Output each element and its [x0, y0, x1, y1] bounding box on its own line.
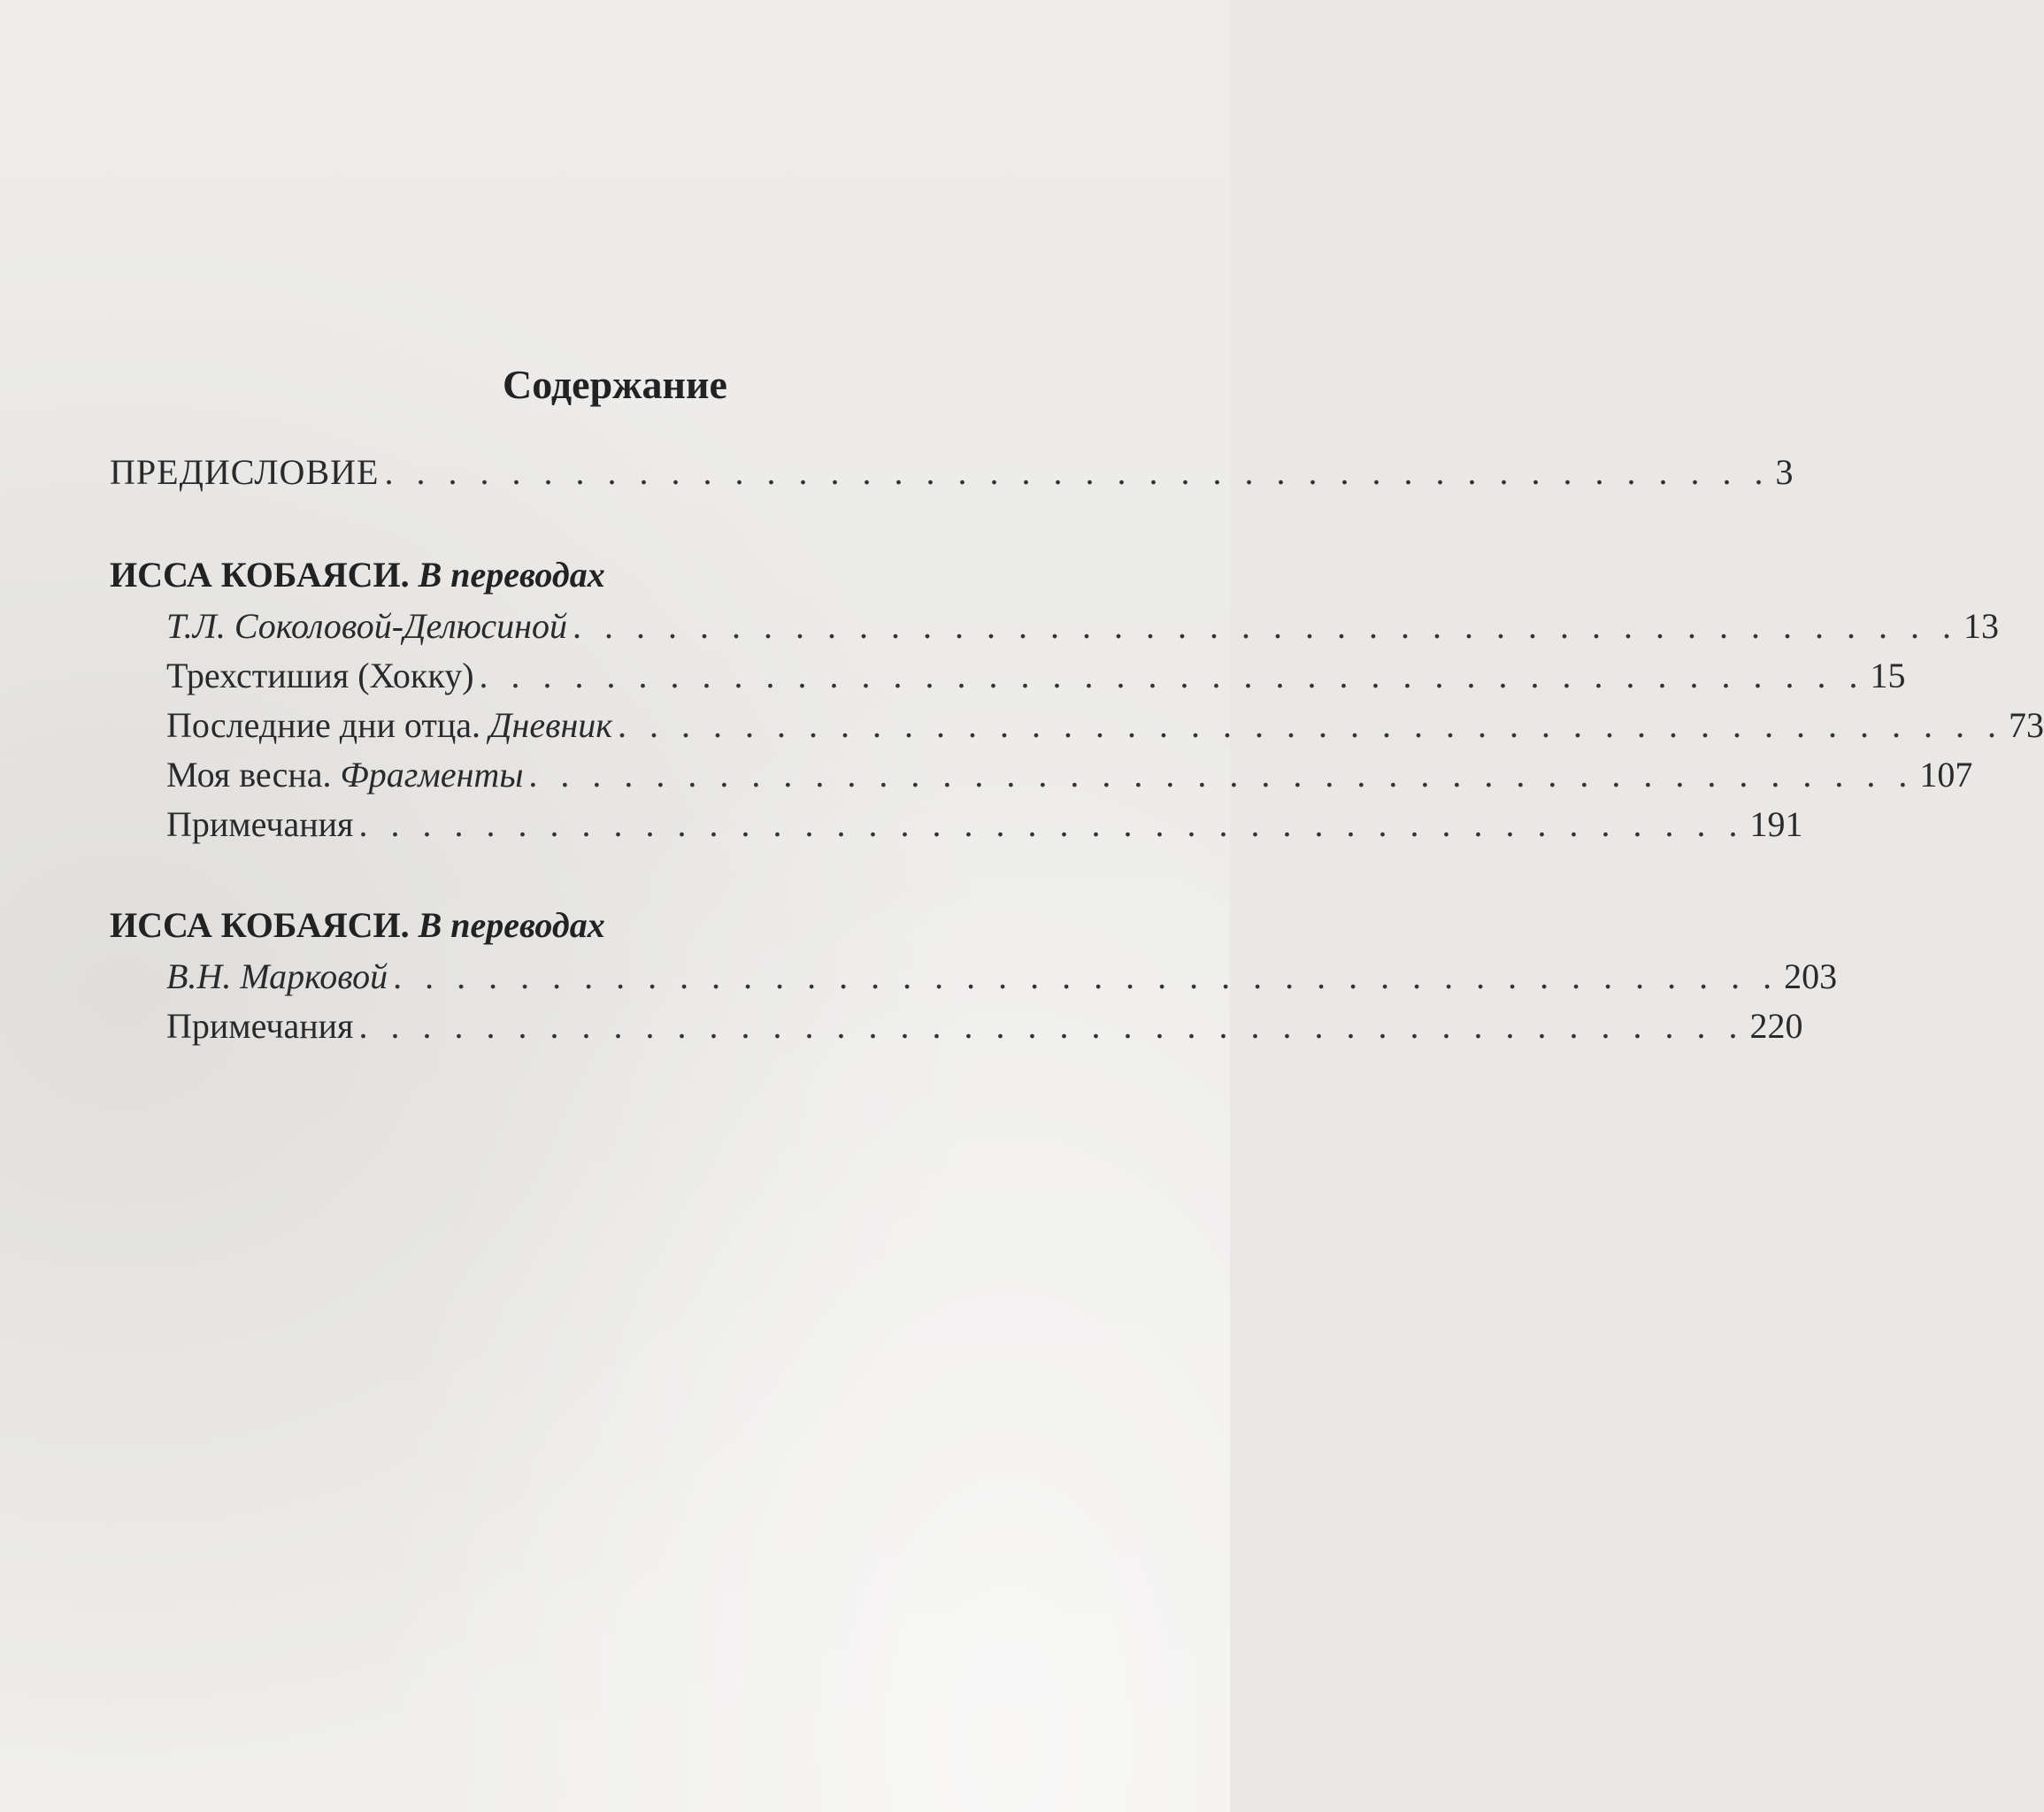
toc-entry [166, 603, 1999, 649]
leader-dots: . . . . . . . . . . . . . . . . . . . . . . . . . . . . . . . . . . . . . . . . . . . . [358, 804, 1745, 844]
leader-dots: . . . . . . . . . . . . . . . . . . . . . . . . . . . . . . . . . . . . . . . . . . . . [358, 1006, 1745, 1046]
section-author: ИССА КОБАЯСИ. [110, 905, 410, 945]
toc-page-number: 13 [1963, 606, 1999, 646]
section-heading-1 [110, 552, 605, 598]
toc-entry-label: ПРЕДИСЛОВИЕ [110, 452, 380, 492]
toc-entry-label: Моя весна. Фрагменты [166, 755, 524, 795]
toc-page-number: 15 [1870, 656, 1906, 695]
leader-dots: . . . . . . . . . . . . . . . . . . . . . . . . . . . . . . . . . . . . . . . . . . . . [393, 956, 1779, 996]
toc-page-number: 3 [1775, 452, 1794, 492]
toc-page-number: 220 [1749, 1006, 1803, 1046]
toc-page-number: 73 [2009, 705, 2044, 745]
section-translation-note: В переводах [418, 905, 605, 945]
toc-entry [166, 1003, 1803, 1049]
section-author: ИССА КОБАЯСИ. [110, 555, 410, 595]
section-translation-note: В переводах [418, 555, 605, 595]
toc-page-number: 107 [1919, 755, 1973, 795]
toc-entry-label: Примечания [166, 804, 354, 844]
toc-page-number: 203 [1784, 956, 1838, 996]
toc-entry [166, 802, 1803, 848]
toc-entry-label: Т.Л. Соколовой-Делюсиной [166, 606, 567, 646]
leader-dots: . . . . . . . . . . . . . . . . . . . . . . . . . . . . . . . . . . . . . . . . . . . . [384, 452, 1771, 492]
section-heading-2 [110, 902, 605, 948]
toc-entry-label: В.Н. Марковой [166, 956, 388, 996]
toc-entry-label: Примечания [166, 1006, 354, 1046]
page-title: Содержание [503, 362, 727, 407]
toc-entry-label: Трехстишия (Хокку) [166, 656, 474, 695]
leader-dots: . . . . . . . . . . . . . . . . . . . . . . . . . . . . . . . . . . . . . . . . . . . . [572, 606, 1958, 646]
toc-entry [166, 703, 2044, 749]
toc-entry [166, 752, 1973, 798]
toc-entry [166, 954, 1838, 1000]
leader-dots: . . . . . . . . . . . . . . . . . . . . . . . . . . . . . . . . . . . . . . . . . . . . [528, 755, 1915, 795]
toc-entry [166, 653, 1906, 699]
leader-dots: . . . . . . . . . . . . . . . . . . . . . . . . . . . . . . . . . . . . . . . . . . . . [479, 656, 1865, 695]
toc-entry-label: Последние дни отца. Дневник [166, 705, 612, 745]
leader-dots: . . . . . . . . . . . . . . . . . . . . . . . . . . . . . . . . . . . . . . . . . . . . [618, 705, 2003, 745]
toc-entry-preface [110, 449, 1794, 495]
toc-page-number: 191 [1749, 804, 1803, 844]
